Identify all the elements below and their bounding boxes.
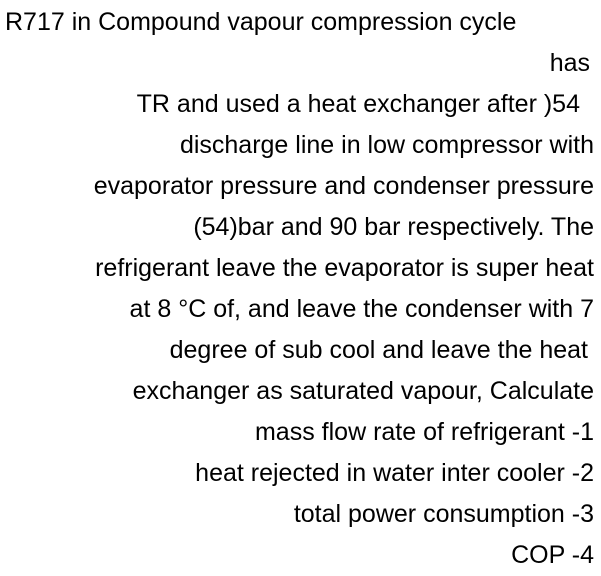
text-line-7: refrigerant leave the evaporator is super heat [95, 254, 594, 282]
text-line-14: COP -4 [511, 541, 594, 569]
text-line-3: TR and used a heat exchanger after )54 [136, 90, 580, 118]
text-line-1: R717 in Compound vapour compression cycle [5, 8, 517, 36]
text-line-9: degree of sub cool and leave the heat [169, 336, 588, 364]
text-line-12: heat rejected in water inter cooler -2 [195, 459, 594, 487]
text-line-2: has [549, 49, 590, 77]
text-line-5: evaporator pressure and condenser pressure [93, 172, 594, 200]
text-line-11: mass flow rate of refrigerant -1 [254, 418, 594, 446]
text-line-4: discharge line in low compressor with [179, 131, 594, 159]
text-line-13: total power consumption -3 [293, 500, 594, 528]
text-line-6: (54)bar and 90 bar respectively. The [193, 213, 594, 241]
text-line-8: at 8 °C of, and leave the condenser with 7 [129, 295, 594, 323]
text-line-10: exchanger as saturated vapour, Calculate [132, 377, 594, 405]
